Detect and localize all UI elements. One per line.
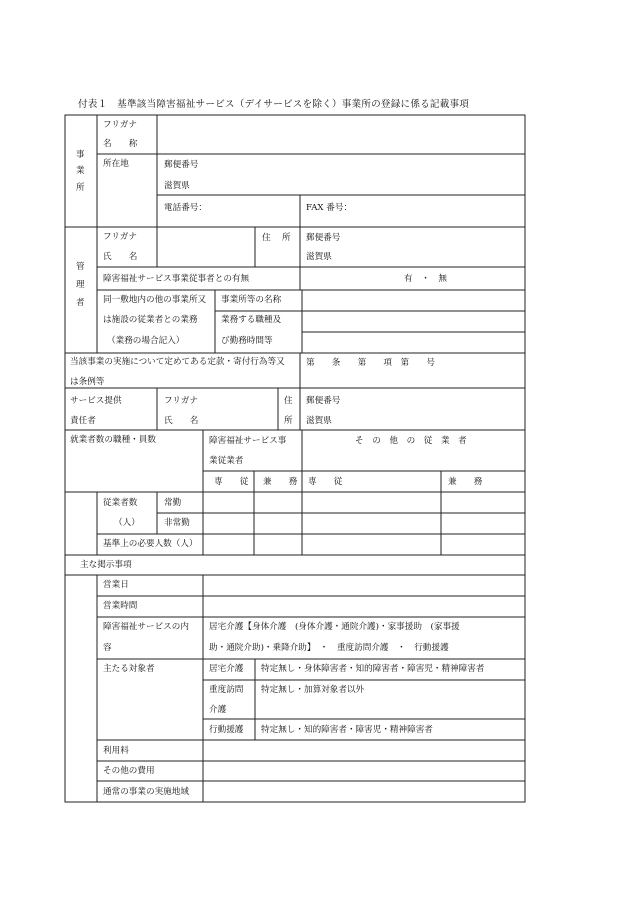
postings-target-2-label-2: 介護 xyxy=(209,705,227,715)
staff-other-header: そ の 他 の 従 業 者 xyxy=(355,436,467,446)
manager-yes-no: 有 ・ 無 xyxy=(404,274,447,284)
manager-name-label: 氏 名 xyxy=(103,252,138,262)
postings-target-label: 主たる対象者 xyxy=(103,664,155,674)
staff-header: 就業者数の職種・員数 xyxy=(70,435,156,445)
postings-area: 通常の事業の実施地域 xyxy=(103,787,189,797)
manager-duty-2: び勤務時間等 xyxy=(221,336,273,346)
manager-jusho-b: 所 xyxy=(282,233,291,243)
staff-count-label: 従業者数 xyxy=(103,498,138,508)
manager-jusho-a: 住 xyxy=(262,233,271,243)
postings-target-3-label: 行動援護 xyxy=(209,725,244,735)
office-name-label: 名 称 xyxy=(103,139,138,149)
svc-manager-label-1: サービス提供 xyxy=(70,396,122,406)
staff-part-label: 非常勤 xyxy=(164,518,190,528)
manager-side-1: 管 xyxy=(76,262,85,272)
staff-unit-label: （人） xyxy=(114,518,140,528)
rule-label-2: は条例等 xyxy=(70,377,105,387)
manager-postal-label: 郵便番号 xyxy=(306,233,341,243)
manager-employee-question: 障害福祉サービス事業従事者との有無 xyxy=(103,274,250,284)
postings-svc-content-2: 助・通院介助)・乗降介助】 ・ 重度訪問介護 ・ 行動援護 xyxy=(209,643,449,653)
postings-biz-hours: 営業時間 xyxy=(103,601,138,611)
postings-target-2-label-1: 重度訪問 xyxy=(209,685,244,695)
staff-senju-1: 専 従 xyxy=(214,477,249,487)
office-address-label: 所在地 xyxy=(103,159,129,169)
postings-biz-days: 営業日 xyxy=(103,580,129,590)
office-side-2: 業 xyxy=(76,166,85,176)
staff-kenmu-1: 兼 務 xyxy=(263,477,298,487)
office-pref: 滋賀県 xyxy=(164,181,190,191)
manager-other-q-3: （業務の場合記入） xyxy=(107,336,185,346)
svc-manager-name-label: 氏 名 xyxy=(164,416,199,426)
office-side-1: 事 xyxy=(76,150,85,160)
postings-target-2-value: 特定無し・加算対象者以外 xyxy=(261,685,365,695)
manager-other-q-1: 同一敷地内の他の事業所又 xyxy=(103,295,207,305)
postings-svc-label-2: 容 xyxy=(103,643,112,653)
staff-svc-2: 業従業者 xyxy=(209,456,244,466)
manager-pref: 滋賀県 xyxy=(306,252,332,262)
rule-label-1: 当該事業の実施について定めてある定款・寄付行為等又 xyxy=(70,357,285,367)
manager-duty-1: 業務する職種及 xyxy=(221,315,282,325)
postings-header: 主な掲示事項 xyxy=(80,560,132,570)
manager-furigana-label: フリガナ xyxy=(103,232,137,242)
form-title: 付表１ 基準該当障害福祉サービス（デイサービスを除く）事業所の登録に係る記載事項 xyxy=(78,99,470,110)
staff-senju-2: 専 従 xyxy=(308,477,343,487)
postings-fee: 利用料 xyxy=(103,746,129,756)
office-tel-label: 電話番号： xyxy=(164,203,207,213)
office-fax-label: FAX 番号： xyxy=(306,203,353,213)
office-side-3: 所 xyxy=(76,183,85,193)
svc-manager-furigana-label: フリガナ xyxy=(164,396,198,406)
office-furigana-label: フリガナ xyxy=(103,120,137,130)
svc-manager-label-2: 責任者 xyxy=(70,416,96,426)
postings-target-1-value: 特定無し・身体障害者・知的障害者・障害児・精神障害者 xyxy=(261,664,485,674)
svc-manager-postal-label: 郵便番号 xyxy=(306,396,341,406)
manager-other-q-2: は施設の従業者との業務 xyxy=(103,315,198,325)
postings-svc-content-1: 居宅介護【身体介護 (身体介護・通院介護)・家事援助 (家事援 xyxy=(209,622,460,632)
manager-side-3: 者 xyxy=(76,298,85,308)
postings-target-3-value: 特定無し・知的障害者・障害児・精神障害者 xyxy=(261,725,433,735)
postings-other-fee: その他の費用 xyxy=(103,766,155,776)
postings-target-1-label: 居宅介護 xyxy=(209,664,244,674)
postings-svc-label-1: 障害福祉サービスの内 xyxy=(103,622,189,632)
staff-svc-1: 障害福祉サービス事 xyxy=(209,436,287,446)
staff-full-label: 常勤 xyxy=(164,498,182,508)
rule-article: 第 条 第 項 第 号 xyxy=(306,358,435,368)
manager-office-name-label: 事業所等の名称 xyxy=(221,295,282,305)
svc-manager-jusho-a: 住 xyxy=(284,396,293,406)
manager-side-2: 理 xyxy=(76,280,85,290)
svc-manager-jusho-b: 所 xyxy=(284,416,293,426)
staff-required-label: 基準上の必要人数（人） xyxy=(103,539,198,549)
office-postal-label: 郵便番号 xyxy=(164,160,199,170)
svc-manager-pref: 滋賀県 xyxy=(306,416,332,426)
staff-kenmu-2: 兼 務 xyxy=(448,477,483,487)
